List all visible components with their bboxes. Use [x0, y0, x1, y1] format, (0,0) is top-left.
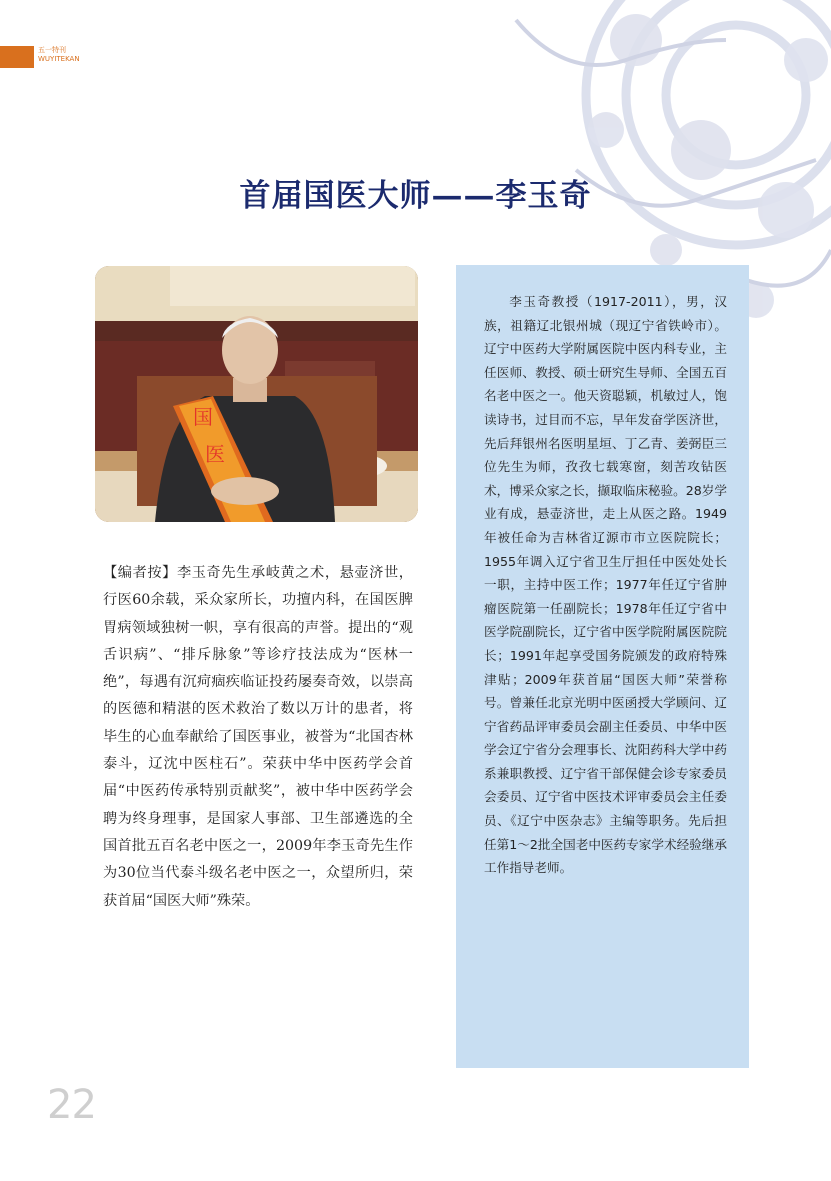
bio-text: 李玉奇教授（1917-2011），男，汉族，祖籍辽北银州城（现辽宁省铁岭市）。辽宁中医药大学附属医院中医内科专业，主任医师、教授、硕士研究生导师、全国五百名老中医之一。他天资聪颖，机敏过人，饱读诗书，过目而不忘，早年发奋学医济世，先后拜银州名医明星垣、丁乙青、姜弼臣三位先生为师，孜孜七载寒窗，刻苦攻钻医术，博采众家之长，撷取临床秘验。28岁学业有成，悬壶济世，走上从医之路。1949年被任命为吉林省辽源市市立医院院长；1955年调入辽宁省卫生厅担任中医处处长一职，主持中医工作；1977年任辽宁省肿瘤医院第一任副院长；1978年任辽宁省中医学院副院长，辽宁省中医学院附属医院院长；1991年起享受国务院颁发的政府特殊津贴；2009年获首届“国医大师”荣誉称号。曾兼任北京光明中医函授大学顾问、辽宁省药品评审委员会副主任委员、中华中医学会辽宁省分会理事长、沈阳药科大学中药系兼职教授、辽宁省干部保健会诊专家委员会委员、辽宁省中医技术评审委员会主任委员、《辽宁中医杂志》主编等职务。先后担任第1～2批全国老中医药专家学术经验继承工作指导老师。	[484, 294, 727, 876]
section-color-tab	[0, 46, 34, 68]
page-number: 22	[47, 1082, 96, 1128]
portrait-photo	[95, 266, 418, 522]
sash-char-1: 国	[193, 405, 213, 429]
sash-char-2: 医	[205, 442, 225, 466]
section-label	[38, 46, 80, 64]
page-title: 首届国医大师——李玉奇	[239, 178, 592, 214]
section-label-cn: 五一特刊	[38, 46, 66, 54]
editor-note: 【编者按】李玉奇先生承岐黄之术，悬壶济世，行医60余载，采众家所长，功擅内科，在国医脾胃病领域独树一帜，享有很高的声誉。提出的“观舌识病”、“排斥脉象”等诊疗技法成为“医林一绝”，每遇有沉疴痼疾临证投药屡奏奇效，以崇高的医德和精湛的医术救治了数以万计的患者，将毕生的心血奉献给了国医事业，被誉为“北国杏林泰斗，辽沈中医柱石”。荣获中华中医药学会首届“中医药传承特别贡献奖”，被中华中医药学会聘为终身理事，是国家人事部、卫生部遴选的全国首批五百名老中医之一，2009年李玉奇先生作为30位当代泰斗级名老中医之一，众望所归，荣获首届“国医大师”殊荣。	[103, 565, 413, 909]
section-label-en: WUYITEKAN	[38, 55, 80, 63]
